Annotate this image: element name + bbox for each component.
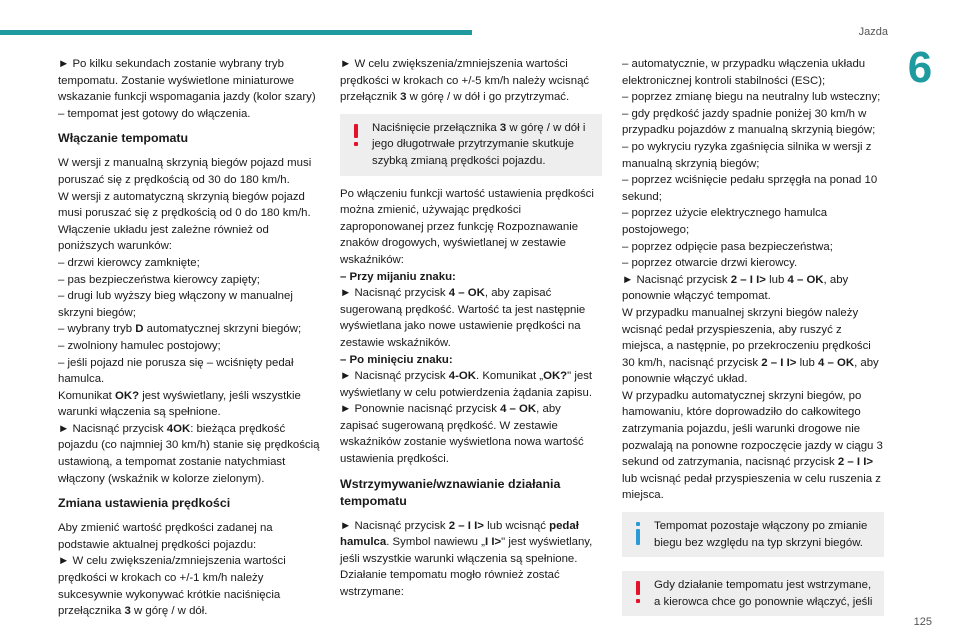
warning-exclamation-icon [352, 124, 360, 148]
list-item: – po wykryciu ryzyka zgaśnięcia silnika w wersji z manualną skrzynią biegów; [622, 140, 872, 170]
warning-exclamation-icon [634, 581, 642, 605]
heading-pause-resume: Wstrzymywanie/wznawianie działania tempomatu [340, 476, 561, 508]
paragraph: Aby zmienić wartość prędkości zadanej na podstawie aktualnej prędkości pojazdu: [58, 522, 273, 551]
paragraph: ► Nacisnąć przycisk 2 – I I> lub wcisnąć pedał hamulca. Symbol nawiewu „I I>" jest wyświetlany, jeśli wszystkie warunki włączenia są spełnione. [340, 519, 593, 565]
warning-text: Gdy działanie tempomatu jest wstrzymane, a kierowca chce go ponownie włączyć, jeśli [654, 579, 873, 608]
header-accent-bar [0, 30, 472, 35]
paragraph: ► Ponownie nacisnąć przycisk 4 – OK, aby zapisać sugerowaną prędkość. W zestawie wskaźników zostanie wyświetlona nowa wartość ustawienia prędkości. [340, 403, 584, 466]
paragraph: ► Nacisnąć przycisk 4-OK. Komunikat „OK?" jest wyświetlany w celu potwierdzenia żądania zapisu. [340, 370, 593, 399]
paragraph: ► Nacisnąć przycisk 4OK: bieżąca prędkość pojazdu (co najmniej 30 km/h) stanie się prędkością ustawioną, a tempomat zostanie natychmiast włączony (wskaźnik w kolorze zielonym). [58, 422, 320, 485]
page-number: 125 [913, 616, 932, 628]
paragraph: Działanie tempomatu mogło również zostać wstrzymane: [340, 569, 560, 599]
heading-change-speed: Zmiana ustawienia prędkości [58, 496, 231, 511]
info-icon [634, 522, 642, 546]
list-item: – poprzez odpięcie pasa bezpieczeństwa; [622, 240, 833, 253]
list-item: – drzwi kierowcy zamknięte; [58, 256, 200, 269]
text-line: W wersji z automatyczną skrzynią biegów pojazd musi poruszać się z prędkością od 0 do 180 km/h. [58, 190, 311, 220]
list-item: – poprzez wciśnięcie pedału sprzęgła na ponad 10 sekund; [622, 174, 878, 203]
warning-text: Naciśnięcie przełącznika 3 w górę / w dół i jego długotrwałe przytrzymanie skutkuje szybką zmianą prędkości pojazdu. [372, 121, 586, 167]
info-text: Tempomat pozostaje włączony po zmianie biegu bez względu na typ skrzyni biegów. [654, 520, 868, 549]
list-item: – automatycznie, w przypadku włączenia układu elektronicznej kontroli stabilności (ESC); [622, 58, 866, 87]
heading-enable-cruise: Włączanie tempomatu [58, 131, 189, 146]
list-item: – poprzez otwarcie drzwi kierowcy. [622, 257, 798, 270]
column-2 [340, 56, 602, 601]
info-note [622, 512, 884, 557]
list-item: – pas bezpieczeństwa kierowcy zapięty; [58, 273, 260, 286]
paragraph: W przypadku automatycznej skrzyni biegów, po hamowaniu, które doprowadziło do całkowitego zatrzymania pojazdu, jeśli warunki drogowe nie pozwalają na ponowne rozpoczęcie jazdy w ciągu 3 sekund od zatrzymania, nacisnąć przycisk 2 – I I> lub wcisnąć pedał przyspieszenia w celu ruszenia z miejsca. [622, 389, 883, 502]
paragraph: ► Nacisnąć przycisk 2 – I I> lub 4 – OK, aby ponownie włączyć tempomat. [622, 273, 849, 303]
section-title: Jazda [858, 26, 888, 38]
list-item: – Po minięciu znaku: [340, 353, 453, 366]
paragraph: ► W celu zwiększenia/zmniejszenia wartości prędkości w krokach co +/-1 km/h należy sukcesywnie wykonywać krótkie naciśnięcia przełącznika 3 w górę / w dół. [58, 555, 286, 618]
list-item: – poprzez zmianę biegu na neutralny lub wsteczny; [622, 91, 881, 104]
paragraph: Komunikat OK? jest wyświetlany, jeśli wszystkie warunki włączenia są spełnione. [58, 389, 301, 419]
text-line: W wersji z manualną skrzynią biegów pojazd musi poruszać się z prędkością od 30 do 180 km/h. [58, 157, 312, 186]
paragraph: W przypadku manualnej skrzyni biegów należy wcisnąć pedał przyspieszenia, aby ruszyć z miejsca, a następnie, po przekroczeniu prędkości 30 km/h, nacisnąć przycisk 2 – I I> lub 4 – OK, aby ponownie włączyć układ. [622, 306, 879, 386]
column-3 [622, 56, 884, 626]
chapter-number: 6 [907, 43, 933, 92]
list-item: – wybrany tryb D automatycznej skrzyni biegów; [58, 323, 302, 336]
text-line: Włączenie układu jest zależne również od poniższych warunków: [58, 223, 269, 253]
list-item: – drugi lub wyższy bieg włączony w manualnej skrzyni biegów; [58, 290, 293, 319]
list-item: – gdy prędkość jazdy spadnie poniżej 30 km/h w przypadku pojazdów z manualną skrzynią biegów; [622, 107, 876, 137]
paragraph: Po włączeniu funkcji wartość ustawienia prędkości można zmienić, używając prędkości zaproponowanej przez funkcję Rozpoznawanie znaków drogowych, wyświetlanej w zestawie wskaźników: [340, 187, 594, 266]
list-item: – poprzez użycie elektrycznego hamulca postojowego; [622, 207, 828, 236]
paragraph: ► Po kilku sekundach zostanie wybrany tryb tempomatu. Zostanie wyświetlone miniaturowe wskazanie funkcji wspomagania jazdy (kolor szary) – tempomat jest gotowy do włączenia. [58, 58, 316, 120]
list-item: – Przy mijaniu znaku: [340, 270, 456, 283]
column-1 [58, 56, 320, 620]
warning-note [340, 114, 602, 176]
paragraph: ► Nacisnąć przycisk 4 – OK, aby zapisać sugerowaną prędkość. Wartość ta jest następnie wyświetlana jako nowe ustawienie prędkości na zestawie wskaźników. [340, 287, 586, 349]
warning-note [622, 571, 884, 616]
paragraph: ► W celu zwiększenia/zmniejszenia wartości prędkości w krokach co +/-5 km/h należy wcisnąć przełącznik 3 w górę / w dół i go przytrzymać. [340, 58, 590, 104]
list-item: – jeśli pojazd nie porusza się – wciśnięty pedał hamulca. [58, 356, 294, 386]
list-item: – zwolniony hamulec postojowy; [58, 339, 221, 352]
